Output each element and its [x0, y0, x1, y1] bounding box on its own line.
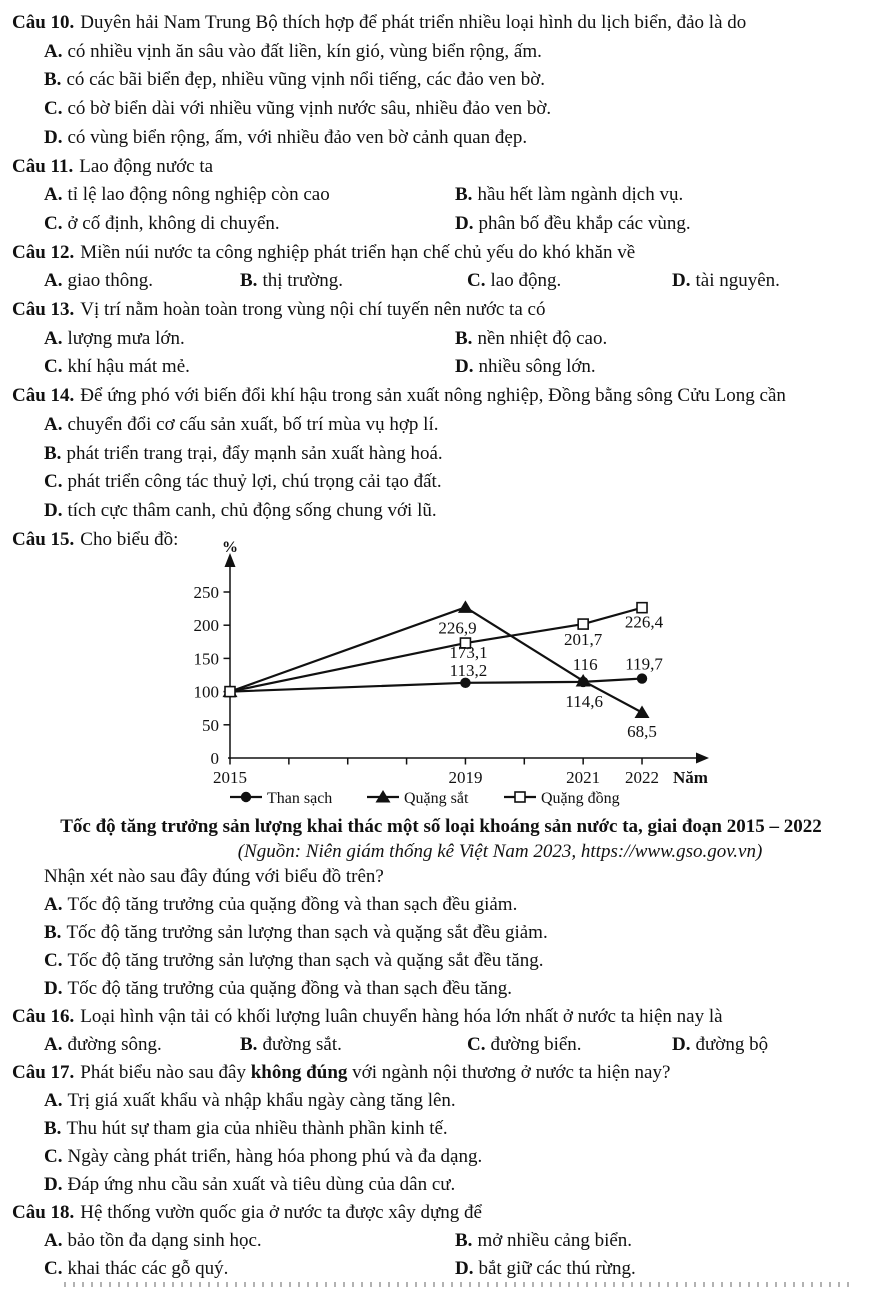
option-text: có các bãi biển đẹp, nhiều vũng vịnh nổi tiếng, các đảo ven bờ.: [66, 69, 545, 91]
option-letter: D.: [44, 499, 63, 521]
option-text: giao thông.: [67, 270, 153, 292]
chart-question: [12, 863, 870, 891]
data-label-quang-sat: 226,9: [438, 618, 477, 638]
option-A: [12, 267, 153, 296]
option-C: [467, 267, 561, 296]
option-letter: B.: [44, 442, 62, 464]
option-A: [44, 414, 438, 435]
option-letter: C.: [44, 212, 63, 234]
data-label-quang-sat: 68,5: [627, 722, 657, 742]
option-D: [455, 353, 596, 382]
question-stem-line: [12, 239, 870, 268]
question-number: Câu 13.: [12, 299, 75, 321]
option-row: [12, 325, 870, 354]
option-B: [455, 181, 683, 210]
legend-item-quang-sat: [367, 790, 469, 807]
option-letter: D.: [455, 212, 474, 234]
option-letter: D.: [44, 1174, 63, 1196]
question-stem-line: [12, 1059, 870, 1087]
y-tick-label: 200: [193, 616, 219, 636]
data-label-quang-dong: 173,1: [449, 643, 488, 663]
data-label-than-sach: 113,2: [449, 661, 488, 681]
question-stem: Cho biểu đồ:: [80, 528, 179, 550]
option-D: [44, 978, 512, 999]
option-text: có bờ biển dài với nhiều vũng vịnh nước sâu, nhiều đảo ven bờ.: [67, 98, 552, 120]
option-B: [44, 69, 545, 90]
option-text: bắt giữ các thú rừng.: [478, 1258, 636, 1280]
option-row: [12, 1227, 870, 1255]
chart-legend: [230, 790, 620, 807]
y-tick-label: 100: [193, 682, 219, 702]
option-row: [12, 210, 870, 239]
option-C: [44, 1146, 482, 1167]
question-stem: Vị trí nằm hoàn toàn trong vùng nội chí tuyến nên nước ta có: [80, 299, 546, 321]
question-stem-line: [12, 153, 870, 182]
question-number: Câu 14.: [12, 385, 75, 407]
option-row: [12, 353, 870, 382]
question-number: Câu 12.: [12, 241, 75, 263]
option-text: đường bộ: [695, 1034, 769, 1056]
option-text: phát triển công tác thuỷ lợi, chú trọng cải tạo đất.: [67, 471, 442, 493]
option-letter: C.: [467, 1034, 486, 1056]
question-stem: Để ứng phó với biến đổi khí hậu trong sản xuất nông nghiệp, Đồng bằng sông Cửu Long cần: [80, 385, 786, 407]
question-number: Câu 10.: [12, 12, 75, 33]
legend-item-quang-dong: [504, 790, 620, 807]
option-A: [12, 325, 185, 354]
option-letter: A.: [44, 327, 63, 349]
option-letter: B.: [44, 1118, 62, 1140]
data-label-than-sach: 114,6: [565, 692, 603, 712]
option-line: [12, 947, 870, 975]
y-tick-label: 250: [193, 583, 219, 603]
option-text: phát triển trang trại, đẩy mạnh sản xuất hàng hoá.: [66, 442, 443, 464]
clipped-next-line-artifact: [64, 1282, 856, 1287]
option-A: [12, 1227, 262, 1255]
questions-after-chart: [12, 863, 870, 1283]
option-text: Tốc độ tăng trưởng sản lượng than sạch và quặng sắt đều tăng.: [67, 950, 544, 972]
option-text: có nhiều vịnh ăn sâu vào đất liền, kín gió, vùng biển rộng, ấm.: [67, 40, 542, 62]
option-letter: C.: [44, 356, 63, 378]
question-stem-line: [12, 9, 870, 38]
option-letter: A.: [44, 1230, 63, 1252]
option-letter: B.: [240, 270, 258, 292]
option-line: [12, 891, 870, 919]
option-text: khí hậu mát mẻ.: [67, 356, 190, 378]
option-text: mở nhiều cảng biển.: [477, 1230, 633, 1252]
option-A: [12, 1031, 162, 1059]
option-letter: B.: [240, 1034, 258, 1056]
option-B: [240, 267, 343, 296]
option-text: tài nguyên.: [695, 270, 780, 292]
option-C: [12, 353, 190, 382]
option-text: hầu hết làm ngành dịch vụ.: [477, 184, 684, 206]
question-stem: Phát biểu nào sau đây: [80, 1062, 251, 1084]
option-B: [455, 325, 607, 354]
option-C: [44, 98, 551, 119]
option-line: [12, 468, 870, 497]
data-label-than-sach: 119,7: [625, 654, 663, 674]
option-B: [44, 1118, 448, 1139]
option-line: [12, 95, 870, 124]
chart-svg: [170, 540, 878, 813]
option-letter: D.: [44, 978, 63, 1000]
option-text: lao động.: [490, 270, 562, 292]
question-stem-line: [12, 382, 870, 411]
option-text: thị trường.: [262, 270, 343, 292]
option-text: ở cố định, không di chuyển.: [67, 212, 280, 234]
option-text: lượng mưa lớn.: [67, 327, 185, 349]
option-C: [12, 210, 280, 239]
option-line: [12, 440, 870, 469]
chart-title: Tốc độ tăng trưởng sản lượng khai thác một số loại khoáng sản nước ta, giai đoạn 2015 – 2022: [60, 816, 822, 838]
option-text: khai thác các gỗ quý.: [67, 1258, 229, 1280]
option-C: [12, 1255, 228, 1283]
option-text: Thu hút sự tham gia của nhiều thành phần kinh tế.: [66, 1118, 448, 1140]
option-letter: C.: [44, 98, 63, 120]
option-C: [467, 1031, 582, 1059]
option-letter: B.: [455, 1230, 473, 1252]
option-letter: C.: [44, 471, 63, 493]
question-stem: với ngành nội thương ở nước ta hiện nay?: [347, 1062, 671, 1084]
option-line: [12, 497, 870, 526]
document-body: [12, 9, 870, 1283]
data-label-quang-sat: 116: [572, 655, 598, 675]
option-row: [12, 267, 870, 296]
option-A: [44, 41, 542, 62]
option-line: [12, 38, 870, 67]
option-line: [12, 1115, 870, 1143]
option-text: Tốc độ tăng trưởng sản lượng than sạch và quặng sắt đều giảm.: [66, 922, 548, 944]
option-line: [12, 1171, 870, 1199]
option-text: bảo tồn đa dạng sinh học.: [67, 1230, 262, 1252]
legend-label: Quặng sắt: [404, 790, 469, 808]
chart-question-text: Nhận xét nào sau đây đúng với biểu đồ trên?: [44, 866, 384, 888]
y-axis-unit: %: [222, 540, 238, 557]
option-letter: D.: [672, 270, 691, 292]
series-quang-dong: [225, 603, 664, 697]
option-row: [12, 1255, 870, 1283]
option-text: đường sắt.: [262, 1034, 342, 1056]
option-letter: D.: [672, 1034, 691, 1056]
option-text: tỉ lệ lao động nông nghiệp còn cao: [67, 184, 330, 206]
option-line: [12, 975, 870, 1003]
option-D: [455, 210, 691, 239]
option-D: [44, 500, 437, 521]
question-stem: Hệ thống vườn quốc gia ở nước ta được xây dựng để: [80, 1202, 482, 1224]
option-B: [240, 1031, 342, 1059]
option-text: phân bố đều khắp các vùng.: [478, 212, 691, 234]
option-C: [44, 950, 543, 971]
option-D: [44, 127, 527, 148]
option-letter: D.: [44, 126, 63, 148]
x-axis-title: Năm: [673, 768, 708, 788]
option-letter: C.: [44, 1146, 63, 1168]
option-text: tích cực thâm canh, chủ động sống chung với lũ.: [67, 499, 437, 521]
option-text: nhiều sông lớn.: [478, 356, 596, 378]
option-A: [12, 181, 330, 210]
option-letter: C.: [44, 1258, 63, 1280]
question-stem: Duyên hải Nam Trung Bộ thích hợp để phát triển nhiều loại hình du lịch biển, đảo là do: [80, 12, 747, 33]
option-line: [12, 1087, 870, 1115]
option-text: Đáp ứng nhu cầu sản xuất và tiêu dùng của dân cư.: [67, 1174, 456, 1196]
legend-label: Quặng đồng: [541, 790, 620, 808]
option-text: chuyển đổi cơ cấu sản xuất, bố trí mùa vụ hợp lí.: [67, 413, 439, 435]
data-label-quang-dong: 226,4: [624, 613, 664, 633]
option-text: nền nhiệt độ cao.: [477, 327, 608, 349]
option-text: đường biển.: [490, 1034, 582, 1056]
option-text: Tốc độ tăng trưởng của quặng đồng và than sạch đều giảm.: [67, 894, 518, 916]
option-line: [12, 124, 870, 153]
question-number: Câu 18.: [12, 1202, 75, 1224]
option-line: [12, 919, 870, 947]
y-axis-ticks: [194, 583, 231, 768]
option-line: [12, 66, 870, 95]
y-tick-label: 150: [193, 649, 219, 669]
x-tick-label: 2022: [625, 768, 660, 788]
option-letter: A.: [44, 894, 63, 916]
option-text: Tốc độ tăng trưởng của quặng đồng và than sạch đều tăng.: [67, 978, 513, 1000]
question-number: Câu 15.: [12, 528, 75, 550]
question-stem: Miền núi nước ta công nghiệp phát triển hạn chế chủ yếu do khó khăn về: [80, 241, 636, 263]
legend-label: Than sạch: [267, 790, 333, 808]
option-A: [44, 894, 517, 915]
question-number: Câu 17.: [12, 1062, 75, 1084]
option-text: có vùng biển rộng, ấm, với nhiều đảo ven bờ cảnh quan đẹp.: [67, 126, 528, 148]
option-B: [455, 1227, 632, 1255]
x-tick-label: 2021: [566, 768, 601, 788]
option-D: [672, 1031, 768, 1059]
option-text: Ngày càng phát triển, hàng hóa phong phú và đa dạng.: [67, 1146, 483, 1168]
option-letter: B.: [44, 922, 62, 944]
option-D: [672, 267, 780, 296]
questions-before-chart: [12, 9, 870, 863]
option-letter: D.: [455, 356, 474, 378]
option-line: [12, 1143, 870, 1171]
y-tick-label: 50: [202, 716, 219, 736]
growth-line-chart: [12, 540, 870, 813]
option-text: Trị giá xuất khẩu và nhập khẩu ngày càng tăng lên.: [67, 1090, 456, 1112]
option-letter: B.: [455, 184, 473, 206]
option-letter: A.: [44, 1034, 63, 1056]
question-stem: không đúng: [250, 1062, 348, 1084]
option-D: [455, 1255, 636, 1283]
option-C: [44, 471, 442, 492]
y-tick-label: 0: [210, 749, 219, 769]
option-letter: A.: [44, 184, 63, 206]
option-letter: A.: [44, 40, 63, 62]
question-number: Câu 11.: [12, 155, 74, 177]
option-letter: A.: [44, 413, 63, 435]
question-stem-line: [12, 1003, 870, 1031]
legend-item-than-sach: [230, 790, 332, 807]
option-letter: B.: [455, 327, 473, 349]
x-axis-ticks: [230, 758, 642, 765]
x-tick-label: 2015: [213, 768, 247, 788]
option-B: [44, 443, 443, 464]
question-stem-line: [12, 296, 870, 325]
option-B: [44, 922, 548, 943]
question-stem: Lao động nước ta: [79, 155, 214, 177]
option-letter: B.: [44, 69, 62, 91]
option-row: [12, 181, 870, 210]
data-label-quang-dong: 201,7: [564, 630, 603, 650]
option-line: [12, 411, 870, 440]
option-A: [44, 1090, 456, 1111]
option-D: [44, 1174, 455, 1195]
option-letter: A.: [44, 270, 63, 292]
question-stem: Loại hình vận tải có khối lượng luân chuyển hàng hóa lớn nhất ở nước ta hiện nay là: [80, 1006, 723, 1028]
question-number: Câu 16.: [12, 1006, 75, 1028]
chart-source: (Nguồn: Niên giám thống kê Việt Nam 2023, https://www.gso.gov.vn): [237, 841, 763, 863]
option-text: đường sông.: [67, 1034, 162, 1056]
option-row: [12, 1031, 870, 1059]
question-stem-line: [12, 1199, 870, 1227]
x-tick-label: 2019: [448, 768, 483, 788]
option-letter: D.: [455, 1258, 474, 1280]
option-letter: A.: [44, 1090, 63, 1112]
option-letter: C.: [44, 950, 63, 972]
option-letter: C.: [467, 270, 486, 292]
x-axis-arrow: [696, 753, 709, 764]
